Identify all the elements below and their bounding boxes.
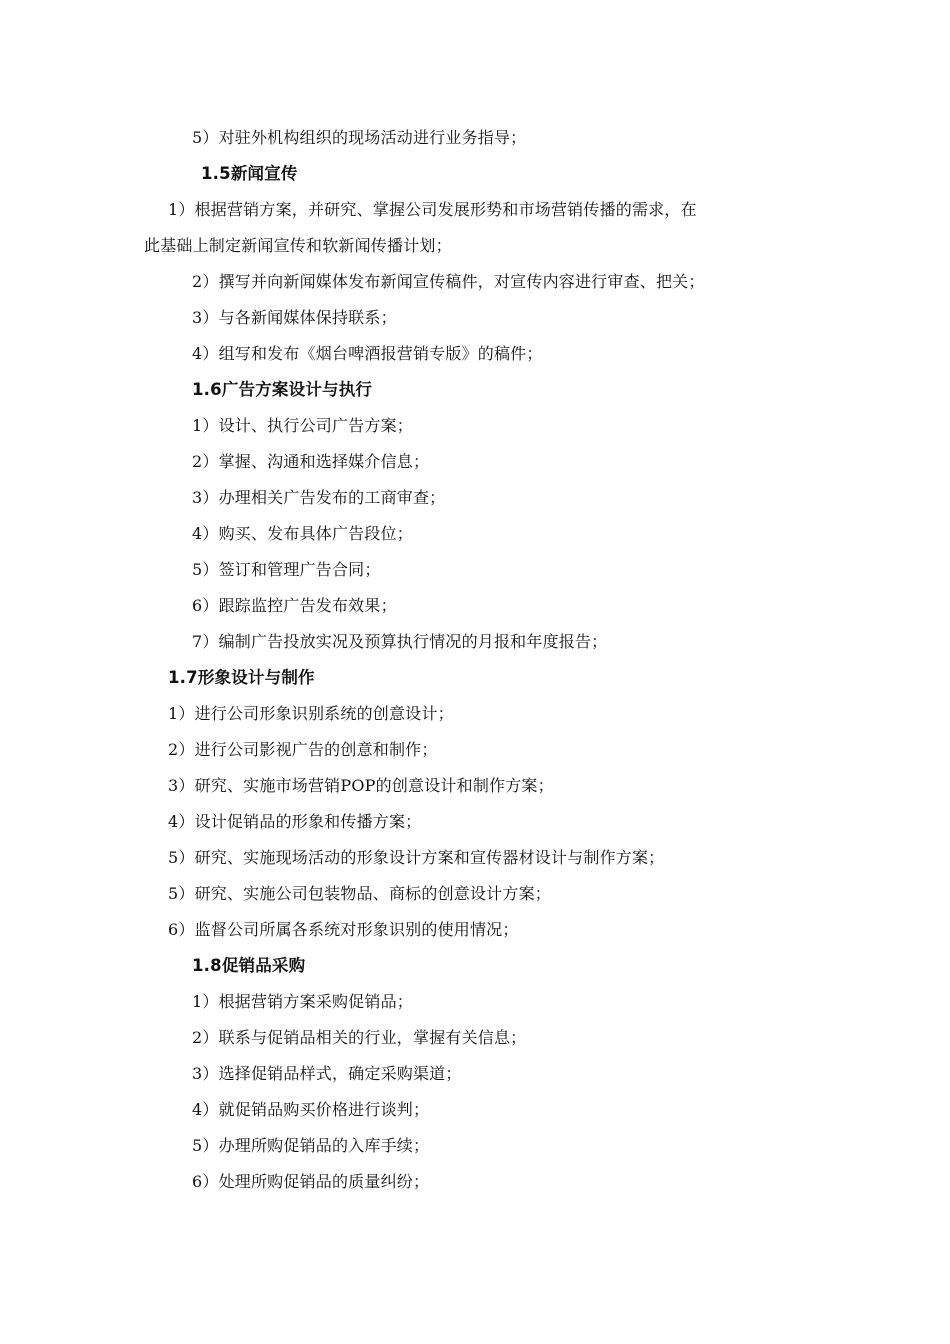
text-line: 5）研究、实施公司包装物品、商标的创意设计方案；	[168, 884, 551, 903]
text-line: 1）进行公司形象识别系统的创意设计；	[168, 704, 454, 723]
text-line: 2）进行公司影视广告的创意和制作；	[168, 740, 438, 759]
text-line: 4）就促销品购买价格进行谈判；	[192, 1100, 430, 1119]
text-line: 6）跟踪监控广告发布效果；	[192, 596, 397, 615]
text-line: 3）与各新闻媒体保持联系；	[192, 308, 397, 327]
text-line: 此基础上制定新闻宣传和软新闻传播计划；	[144, 236, 452, 255]
text-line: 1）根据营销方案采购促销品；	[192, 992, 413, 1011]
text-line: 5）办理所购促销品的入库手续；	[192, 1136, 430, 1155]
text-line: 2）掌握、沟通和选择媒介信息；	[192, 452, 430, 471]
text-line: 5）研究、实施现场活动的形象设计方案和宣传器材设计与制作方案；	[168, 848, 665, 867]
text-line: 2）撰写并向新闻媒体发布新闻宣传稿件，对宣传内容进行审查、把关；	[192, 272, 705, 291]
text-line: 6）处理所购促销品的质量纠纷；	[192, 1172, 430, 1191]
text-line: 4）购买、发布具体广告段位；	[192, 524, 413, 543]
text-line: 3）研究、实施市场营销POP的创意设计和制作方案；	[168, 776, 554, 795]
text-line: 1）根据营销方案，并研究、掌握公司发展形势和市场营销传播的需求，在	[168, 200, 697, 219]
text-line: 5）签订和管理广告合同；	[192, 560, 381, 579]
text-line: 3）办理相关广告发布的工商审查；	[192, 488, 446, 507]
section-heading: 1.7形象设计与制作	[168, 668, 315, 687]
section-heading: 1.8促销品采购	[192, 956, 306, 975]
text-line: 3）选择促销品样式，确定采购渠道；	[192, 1064, 462, 1083]
section-heading: 1.5新闻宣传	[201, 164, 298, 183]
text-line: 4）设计促销品的形象和传播方案；	[168, 812, 422, 831]
text-line: 7）编制广告投放实况及预算执行情况的月报和年度报告；	[192, 632, 608, 651]
text-line: 1）设计、执行公司广告方案；	[192, 416, 413, 435]
text-line: 5）对驻外机构组织的现场活动进行业务指导；	[192, 128, 527, 147]
text-line: 2）联系与促销品相关的行业，掌握有关信息；	[192, 1028, 527, 1047]
section-heading: 1.6广告方案设计与执行	[192, 380, 373, 399]
text-line: 6）监督公司所属各系统对形象识别的使用情况；	[168, 920, 519, 939]
text-line: 4）组写和发布《烟台啤酒报营销专版》的稿件；	[192, 344, 543, 363]
